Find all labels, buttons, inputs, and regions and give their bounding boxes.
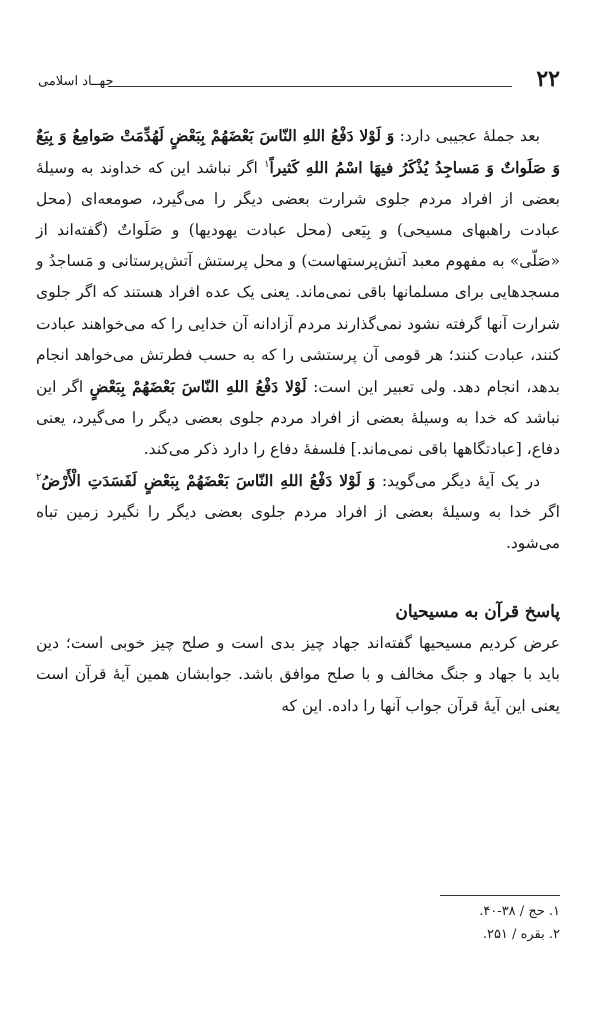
footnote-1: ۱. حج / ۳۸-۴۰. (479, 904, 560, 919)
p2-text-2: اگر خدا به وسیلهٔ بعضی از افراد مردم جلوی بعضی دیگر را نگیرد زمین تباه می‌شود. (36, 503, 560, 553)
p2-verse-1: وَ لَوْلا دَفْعُ اللهِ النّاسَ بَعْضَهُمْ بِبَعْضٍ لَفَسَدَتِ الْأَرْضُ (41, 471, 376, 491)
section-heading: پاسخ قرآن به مسیحیان (395, 602, 560, 623)
p1-text-3: اگر این نباشد که خدا به وسیلهٔ بعضی از افراد مردم جلوی بعضی دیگر را می‌گیرد، یعنی دفاع، [عبادتگاهها باقی نمی‌ماند.] فلسفهٔ دفاع را دارد ذکر می‌کند. (36, 377, 560, 458)
section-gap (36, 559, 560, 581)
footnote-ref-1: ۱ (264, 158, 270, 170)
paragraph-2 (36, 465, 560, 559)
footnotes (36, 895, 560, 946)
footnote-2: ۲. بقره / ۲۵۱. (482, 927, 560, 942)
paragraph-1 (36, 120, 560, 465)
p1-verse-1: وَ لَوْلا دَفْعُ اللهِ النّاسَ بَعْضَهُمْ بِبَعْضٍ لَهُدِّمَتْ صَوامِعُ وَ بِيَعٌ وَ صَلَواتٌ وَ مَساجِدُ يُذْكَرُ فيهَا اسْمُ اللهِ كَثيراً (36, 126, 560, 178)
running-title: جهــاد اسلامی (38, 74, 114, 89)
p2-text-1: در یک آیهٔ دیگر می‌گوید: (375, 472, 541, 491)
page-number: ۲۲ (536, 66, 560, 92)
body-text (36, 120, 560, 722)
footnote-ref-2: ۲ (36, 471, 42, 483)
p1-verse-2: لَوْلا دَفْعُ اللهِ النّاسَ بَعْضَهُمْ بِبَعْضٍ (89, 376, 307, 396)
page-header (38, 62, 560, 96)
p1-text-1: بعد جملهٔ عجیبی دارد: (394, 127, 540, 145)
footnote-rule (440, 895, 560, 896)
paragraph-3: عرض کردیم مسیحیها گفته‌اند جهاد چیز بدی است و صلح چیز خوبی است؛ دین باید با جهاد و جنگ مخالف و با صلح موافق باشد. جوابشان همین آیهٔ قرآن است یعنی این آیهٔ قرآن جواب آنها را داده. این که (36, 634, 560, 715)
p1-text-2: اگر نباشد این که خداوند به وسیلهٔ بعضی از افراد مردم جلوی شرارت بعضی دیگر را می‌گیرد، صومعه‌ای (محل عبادت راهبهای مسیحی) و بِیَعی (محل عبادت یهودیها) و صَلَواتٌ (گفته‌اند از «صَلّی» به مفهوم معبد آتش‌پرستهاست) و محل پرستش آتش‌پرستانی و مَساجدُ و مسجدهایی برای مسلمانها باقی نمی‌ماند. یعنی یک عده افراد هستند که اگر جلوی شرارت آنها گرفته نشود نمی‌گذارند مردم آزادانه آن خدایی را که می‌خواهند عبادت کنند، عبادت کنند؛ هر قومی آن پرستشی را که به حسب فطرتش می‌خواهد انجام بدهد، انجام دهد. ولی تعبیر این است: (36, 159, 560, 396)
header-rule (108, 86, 512, 87)
